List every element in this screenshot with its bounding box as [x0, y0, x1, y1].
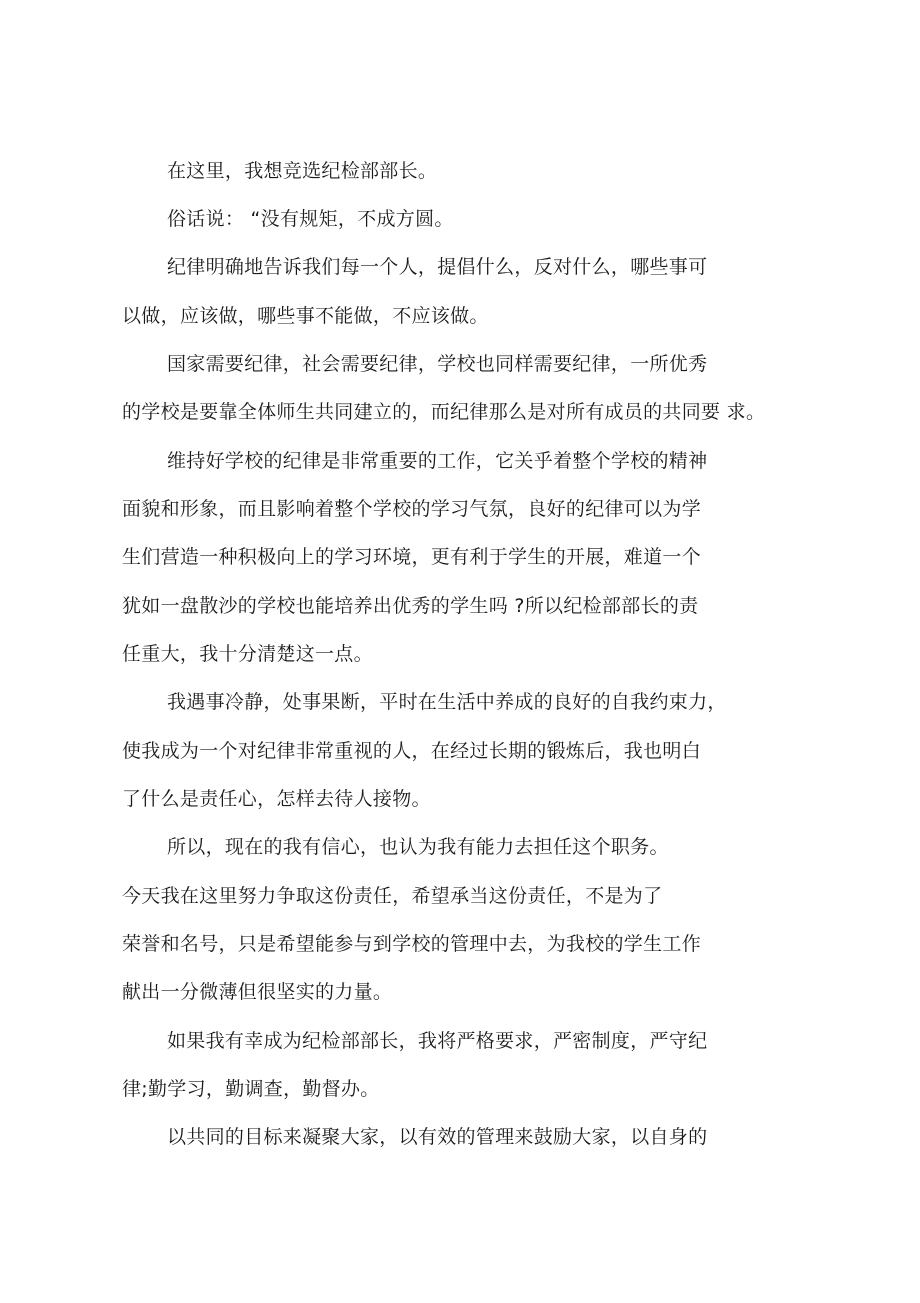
text-line: 犹如一盘散沙的学校也能培养出优秀的学生吗 ?所以纪检部部长的责	[122, 595, 699, 617]
text-line: 所以，现在的我有信心，也认为我有能力去担任这个职务。	[167, 836, 669, 858]
text-line: 纪律明确地告诉我们每一个人，提倡什么，反对什么，哪些事可	[167, 256, 708, 278]
text-line: 的学校是要靠全体师生共同建立的，而纪律那么是对所有成员的共同要 求。	[122, 401, 766, 423]
text-line: 任重大，我十分清楚这一点。	[122, 643, 373, 665]
text-line: 以做，应该做，哪些事不能做，不应该做。	[122, 305, 489, 327]
text-line: 维持好学校的纪律是非常重要的工作，它关乎着整个学校的精神	[167, 450, 708, 472]
text-line: 使我成为一个对纪律非常重视的人，在经过长期的锻炼后，我也明白	[122, 740, 702, 762]
text-line: 俗话说： “没有规矩，不成方圆。	[167, 208, 454, 230]
text-line: 以共同的目标来凝聚大家，以有效的管理来鼓励大家，以自身的	[167, 1126, 708, 1148]
text-line: 律;勤学习，勤调查，勤督办。	[122, 1078, 380, 1100]
text-line: 如果我有幸成为纪检部部长，我将严格要求，严密制度，严守纪	[167, 1030, 708, 1052]
text-line: 在这里，我想竞选纪检部部长。	[167, 160, 438, 182]
text-line: 荣誉和名号，只是希望能参与到学校的管理中去，为我校的学生工作	[122, 933, 702, 955]
text-line: 国家需要纪律，社会需要纪律，学校也同样需要纪律，一所优秀	[167, 353, 708, 375]
text-line: 面貌和形象，而且影响着整个学校的学习气氛，良好的纪律可以为学	[122, 498, 702, 520]
text-line: 献出一分微薄但很坚实的力量。	[122, 981, 393, 1003]
text-line: 我遇事冷静，处事果断，平时在生活中养成的良好的自我约束力，	[167, 691, 727, 713]
text-line: 生们营造一种积极向上的学习环境，更有利于学生的开展，难道一个	[122, 546, 702, 568]
text-line: 今天我在这里努力争取这份责任，希望承当这份责任，不是为了	[122, 885, 663, 907]
text-line: 了什么是责任心，怎样去待人接物。	[122, 788, 431, 810]
